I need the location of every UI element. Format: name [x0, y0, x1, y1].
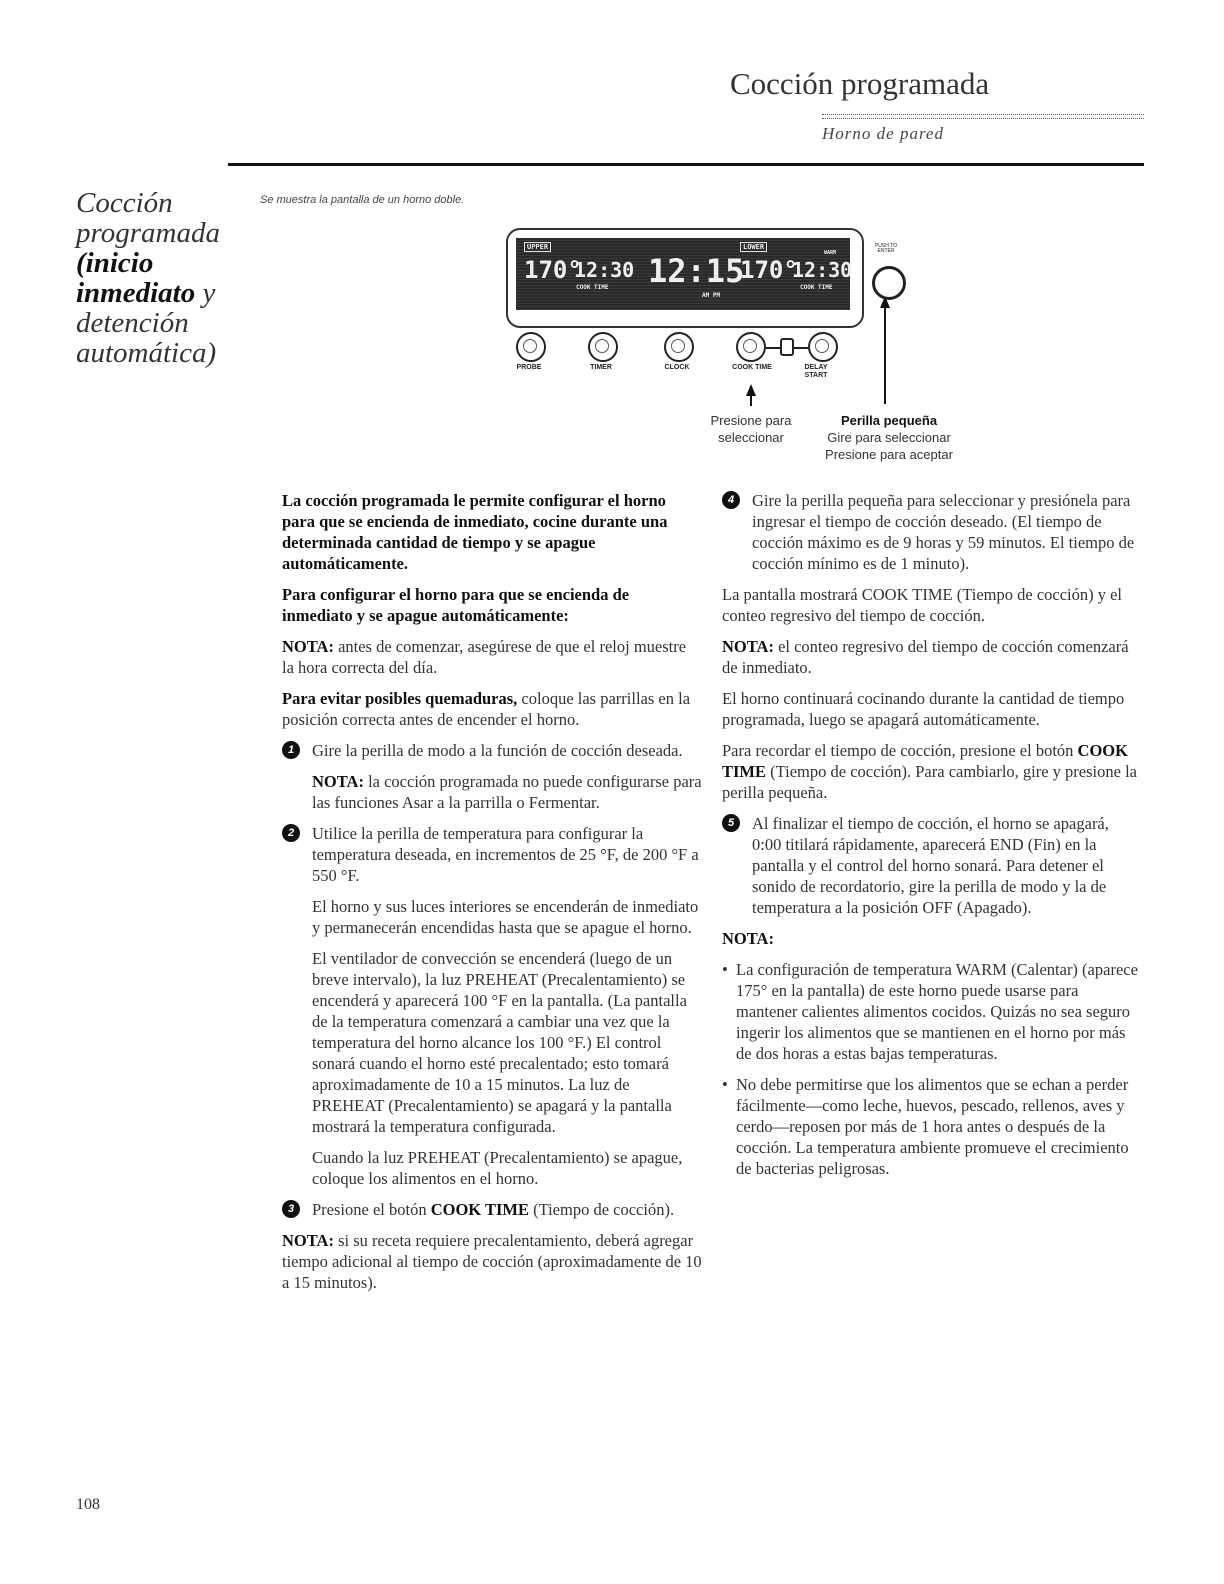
- note-label: NOTA:: [312, 772, 364, 791]
- note-paragraph: [282, 636, 702, 678]
- delay-start-label: DELAY START: [804, 364, 828, 379]
- step-number: 4: [722, 491, 740, 509]
- step-2-detail: El horno y sus luces interiores se encenderán de inmediato y permanecerán encendidas hasta que se apague el horno.: [312, 897, 699, 937]
- sidebar-line: Cocción: [76, 187, 173, 219]
- step-number: 3: [282, 1200, 300, 1218]
- upper-cook-label: COOK TIME: [576, 284, 609, 291]
- step-1: [282, 740, 702, 761]
- step-text: Gire la perilla pequeña para seleccionar y presiónela para ingresar el tiempo de cocción deseado. (El tiempo de cocción máximo es de 9 horas y 59 minutos. El tiempo de cocción mínimo es de 1 minuto).: [752, 491, 1135, 573]
- step-5: [722, 813, 1142, 918]
- sidebar-line: detención: [76, 307, 189, 339]
- intro-paragraph: La cocción programada le permite configurar el horno para que se encienda de inmediato, cocine durante una determinada cantidad de tiempo y se apague automáticamente.: [282, 491, 668, 573]
- sidebar-line-bold: inmediato: [76, 277, 196, 309]
- step-text: Gire la perilla de modo a la función de cocción deseada.: [312, 741, 683, 760]
- step-number: 1: [282, 741, 300, 759]
- step-4: [722, 490, 1142, 574]
- paragraph: La pantalla mostrará COOK TIME (Tiempo de cocción) y el conteo regresivo del tiempo de cocción.: [722, 585, 1123, 625]
- ampm-label: AM PM: [702, 292, 721, 299]
- paragraph-text-bold: COOK TIME: [722, 741, 1128, 781]
- figure-caption: Se muestra la pantalla de un horno doble.: [260, 194, 465, 206]
- paragraph: El horno continuará cocinando durante la cantidad de tiempo programada, luego se apagará automáticamente.: [722, 689, 1125, 729]
- subheading: Para configurar el horno para que se encienda de inmediato y se apague automáticamente:: [282, 585, 630, 625]
- sidebar-line: programada: [76, 217, 220, 249]
- note-text: si su receta requiere precalentamiento, deberá agregar tiempo adicional al tiempo de cocción (aproximadamente de 10 a 15 minutos).: [282, 1231, 702, 1292]
- timer-label: TIMER: [590, 364, 612, 371]
- clock-button[interactable]: [664, 332, 694, 362]
- lower-cook-label: COOK TIME: [800, 284, 833, 291]
- cook-time-button[interactable]: [736, 332, 766, 362]
- note-label: NOTA:: [282, 637, 334, 656]
- warning-paragraph: [282, 688, 702, 730]
- step-2: [282, 823, 702, 886]
- callout-text: Gire para seleccionar: [827, 430, 951, 445]
- callout-text: seleccionar: [718, 430, 784, 445]
- step-number: 5: [722, 814, 740, 832]
- lock-connector: [794, 347, 808, 349]
- note-text: el conteo regresivo del tiempo de cocción comenzará de inmediato.: [722, 637, 1129, 677]
- section-rule: [228, 163, 1144, 166]
- warning-label: Para evitar posibles quemaduras,: [282, 689, 518, 708]
- paragraph: [722, 740, 1142, 803]
- callout-text: Presione para aceptar: [825, 447, 953, 462]
- step-text: Presione el botón: [312, 1200, 431, 1219]
- page-header-subtitle: Horno de pared: [822, 124, 944, 143]
- cook-time-label: COOK TIME: [732, 364, 772, 371]
- upper-time: 12:30: [574, 258, 635, 282]
- note-label: NOTA:: [282, 1231, 334, 1250]
- lock-connector: [766, 347, 780, 349]
- clock-readout: 12:15: [648, 252, 745, 290]
- sidebar-line: y: [202, 277, 216, 309]
- callout-line: [750, 394, 752, 406]
- callout-press-select: [696, 412, 806, 446]
- page-header-title: Cocción programada: [730, 66, 990, 101]
- step-2-detail: El ventilador de convección se encenderá (luego de un breve intervalo), la luz PREHEAT (Precalentamiento) se encenderá y aparecerá 100 °F en la pantalla. (La pantalla de la temperatura comenzará a cambiar una vez que la temperatura del horno alcance los 100 °F.) El control sonará cuando el horno esté precalentado; esto tomará aproximadamente de 10 a 15 minutos. La luz de PREHEAT (Precalentamiento) se apagará y la pantalla mostrará la temperatura configurada.: [312, 949, 687, 1136]
- callout-text: Presione para: [710, 413, 792, 428]
- note-heading: NOTA:: [722, 929, 774, 948]
- bullet-item: • La configuración de temperatura WARM (Calentar) (aparece 175° en la pantalla) de este horno puede usarse para mantener calientes alimentos cocidos. Quizás no sea seguro ingerir los alimentos que se mantienen en el horno por más de dos horas a estas bajas temperaturas.: [722, 959, 1142, 1064]
- bullet-item: • No debe permitirse que los alimentos que se echan a perder fácilmente—como leche, huevos, pescado, rellenos, aves y cerdo—reposen por más de 1 hora antes o después de la cocción. La temperatura ambiente promueve el crecimiento de bacterias peligrosas.: [722, 1074, 1142, 1179]
- step-3: [282, 1199, 702, 1220]
- note-paragraph: [722, 636, 1142, 678]
- step-text: Utilice la perilla de temperatura para configurar la temperatura deseada, en incrementos de 25 °F, de 200 °F a 550 °F.: [312, 824, 699, 885]
- lower-time: 12:30: [792, 258, 853, 282]
- note-label: NOTA:: [722, 637, 774, 656]
- page-number: 108: [76, 1496, 100, 1513]
- upper-temp: 170°: [524, 256, 582, 284]
- probe-label: PROBE: [516, 364, 542, 371]
- probe-button[interactable]: [516, 332, 546, 362]
- lower-warm-label: WARM: [824, 250, 837, 256]
- sidebar-line-bold: (inicio: [76, 247, 154, 279]
- push-to-enter-label: PUSH TO ENTER: [874, 243, 898, 254]
- paragraph-text: (Tiempo de cocción). Para cambiarlo, gire y presione la perilla pequeña.: [722, 762, 1137, 802]
- step-1-note: [282, 771, 702, 813]
- lcd-display: [516, 238, 853, 310]
- timer-button[interactable]: [588, 332, 618, 362]
- note-text: antes de comenzar, asegúrese de que el reloj muestre la hora correcta del día.: [282, 637, 687, 677]
- note-text: la cocción programada no puede configurarse para las funciones Asar a la parrilla o Fermentar.: [312, 772, 702, 812]
- step-number: 2: [282, 824, 300, 842]
- callout-line: [884, 306, 886, 404]
- step-text: Al finalizar el tiempo de cocción, el horno se apagará, 0:00 titilará rápidamente, aparecerá END (Fin) en la pantalla y el control del horno sonará. Para detener el sonido de recordatorio, gire la perilla de modo y la de temperatura a la posición OFF (Apagado).: [752, 814, 1109, 917]
- clock-label: CLOCK: [664, 364, 690, 371]
- step-text: (Tiempo de cocción).: [528, 1200, 675, 1219]
- left-column: [282, 490, 702, 1303]
- paragraph-text: Para recordar el tiempo de cocción, presione el botón: [722, 741, 1078, 760]
- step-text-bold: COOK TIME: [430, 1200, 529, 1219]
- lower-temp: 170°: [740, 256, 798, 284]
- lower-tag: LOWER: [740, 242, 767, 252]
- small-knob[interactable]: [872, 266, 906, 300]
- sidebar-line: automática): [76, 337, 217, 369]
- sidebar-heading: [76, 188, 226, 368]
- callout-small-knob: [818, 412, 960, 463]
- step-2-detail: Cuando la luz PREHEAT (Precalentamiento) se apague, coloque los alimentos en el horno.: [312, 1148, 683, 1188]
- upper-tag: UPPER: [524, 242, 551, 252]
- right-column: [722, 490, 1142, 1189]
- callout-title: Perilla pequeña: [840, 413, 938, 428]
- header-rule: [822, 114, 1144, 119]
- lock-icon: [780, 338, 794, 356]
- note-paragraph: [282, 1230, 702, 1293]
- oven-display-panel: [506, 228, 864, 328]
- warning-text: coloque las parrillas en la posición correcta antes de encender el horno.: [282, 689, 691, 729]
- delay-start-button[interactable]: [808, 332, 838, 362]
